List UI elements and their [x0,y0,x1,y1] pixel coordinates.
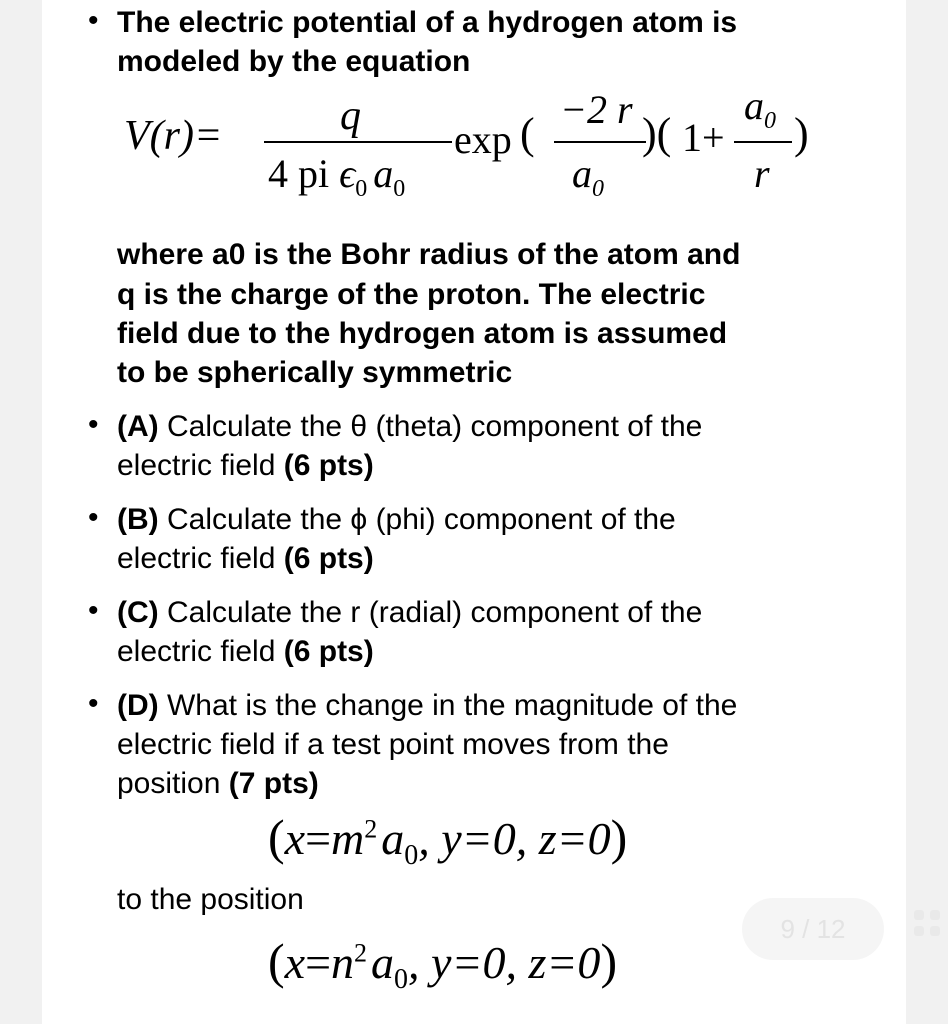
document-page [42,0,906,1024]
page-indicator[interactable]: 9 / 12 [742,898,884,960]
bullet-intro: • [88,4,99,37]
fraction2-bar [554,141,646,143]
paren-close: ) [794,109,809,158]
exp-label: exp [454,117,512,162]
question-b-line-2: electric field (6 pts) [117,542,374,575]
description-line-4: to be spherically symmetric [117,356,513,389]
bullet-d: • [88,687,99,720]
equation-lhs: V(r)= [124,113,223,159]
bullet-b: • [88,501,99,534]
position-1-equation: ($x=m^2a_0$, y=0, z=0) [268,809,628,872]
question-d-line-2: electric field if a test point moves from the [117,728,669,761]
question-b-line-1: (B) Calculate the ϕ (phi) component of the [117,503,676,536]
to-the-position-text: to the position [117,883,304,916]
question-c-line-2: electric field (6 pts) [117,635,374,668]
one-plus: 1+ [682,115,725,160]
fraction1-bar [264,141,452,143]
description-line-2: q is the charge of the proton. The electric [117,278,706,311]
fraction3-bar [734,141,792,143]
question-a-line-1: (A) Calculate the θ (theta) component of the [117,410,703,443]
intro-line-1: The electric potential of a hydrogen atom is [117,6,738,39]
fraction1-denominator-4pi: 4 pi $\epsilon_0$ $a_0$ [268,151,406,202]
fraction3-denominator: r [754,151,770,196]
intro-line-2: modeled by the equation [117,45,471,78]
position-2-equation: ($x=n^2a_0$, y=0, z=0) [268,933,618,996]
paren-open: ( [520,109,535,158]
fraction3-numerator: $a_0$ [744,83,776,134]
fraction2-numerator: −2 r [560,87,633,132]
description-line-1: where a0 is the Bohr radius of the atom and [117,238,741,271]
question-c-line-1: (C) Calculate the r (radial) component of the [117,596,703,629]
description-line-3: field due to the hydrogen atom is assumed [117,317,728,350]
question-d-line-1: (D) What is the change in the magnitude of the [117,689,738,722]
paren-close-open: )( [642,109,672,158]
fraction1-numerator: q [340,93,361,139]
question-a-line-2: electric field (6 pts) [117,449,374,482]
question-d-line-3: position (7 pts) [117,767,319,800]
bullet-a: • [88,408,99,441]
bullet-c: • [88,594,99,627]
grid-handle-icon[interactable] [912,908,948,948]
fraction2-denominator: $a_0$ [572,151,604,202]
